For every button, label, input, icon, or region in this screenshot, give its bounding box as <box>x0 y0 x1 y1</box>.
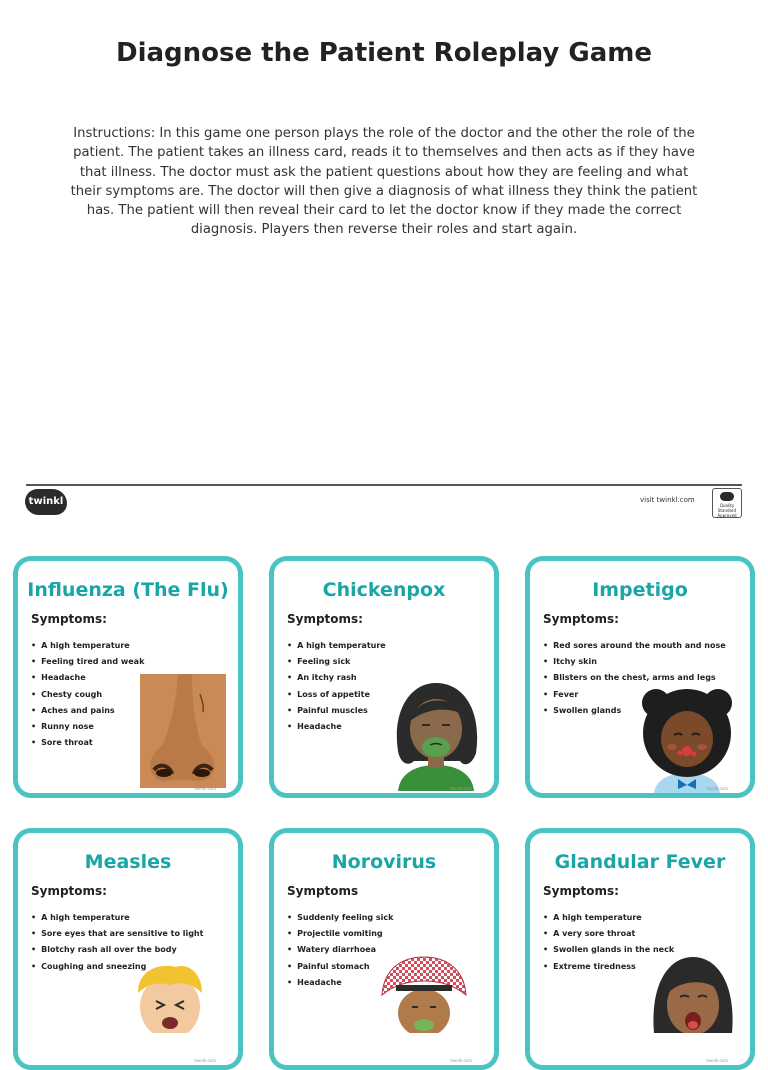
symptom-item: • Projectile vomiting <box>287 926 394 942</box>
illness-card-norovirus <box>269 828 499 1070</box>
symptom-item: • Swollen glands <box>543 703 726 719</box>
card-title: Influenza (The Flu) <box>27 579 229 601</box>
symptom-item: • Feeling sick <box>287 654 386 670</box>
card-footer: twinkl.com <box>194 786 216 791</box>
illness-card-chickenpox <box>269 556 499 798</box>
symptom-item: • Sore eyes that are sensitive to light <box>31 926 203 942</box>
instructions-text: Instructions: In this game one person plays the role of the doctor and the other the role of the patient. The patient takes an illness card, reads it to themselves and then acts as if they have that illness. The doctor must ask the patient questions about how they are feeling and what their symptoms are. The doctor will then give a diagnosis of what illness they think the patient has. The patient will then reveal their card to let the doctor know if they made the correct diagnosis. Players then reverse their roles and start again. <box>70 126 698 238</box>
symptom-item: • Blotchy rash all over the body <box>31 942 203 958</box>
symptom-item: • Swollen glands in the neck <box>543 942 674 958</box>
symptom-item: • Coughing and sneezing <box>31 959 203 975</box>
symptom-item: • Headache <box>287 975 394 991</box>
card-subtitle: Symptoms <box>287 884 359 898</box>
symptom-item: • An itchy rash <box>287 670 386 686</box>
illness-card-glandular-fever <box>525 828 755 1070</box>
card-subtitle: Symptoms: <box>543 612 619 626</box>
illness-card-impetigo <box>525 556 755 798</box>
symptom-item: • A high temperature <box>31 910 203 926</box>
card-footer: twinkl.com <box>706 786 728 791</box>
symptom-item: • Red sores around the mouth and nose <box>543 638 726 654</box>
girl-sore-throat-illustration-icon <box>648 955 738 1033</box>
symptom-item: • Fever <box>543 687 726 703</box>
symptom-item: • A very sore throat <box>543 926 674 942</box>
symptom-item: • Runny nose <box>31 719 144 735</box>
symptom-item: • Watery diarrhoea <box>287 942 394 958</box>
card-subtitle: Symptoms: <box>31 884 107 898</box>
symptom-item: • Feeling tired and weak <box>31 654 144 670</box>
page-title: Diagnose the Patient Roleplay Game <box>116 38 652 68</box>
symptom-item: • Headache <box>31 670 144 686</box>
quality-badge-icon <box>712 488 742 518</box>
symptom-item: • Extreme tiredness <box>543 959 674 975</box>
symptom-list <box>287 638 386 735</box>
divider-line <box>26 484 742 486</box>
symptom-item: • Loss of appetite <box>287 687 386 703</box>
card-title: Impetigo <box>592 579 688 601</box>
boy-headscarf-illustration-icon <box>378 955 470 1033</box>
card-title: Chickenpox <box>322 579 446 601</box>
nose-illustration-icon <box>140 674 226 788</box>
boy-sneezing-illustration-icon <box>130 963 210 1033</box>
symptom-item: • Suddenly feeling sick <box>287 910 394 926</box>
girl-sores-illustration-icon <box>634 689 740 793</box>
card-footer: twinkl.com <box>706 1058 728 1063</box>
card-title: Glandular Fever <box>554 851 726 873</box>
card-footer: twinkl.com <box>450 786 472 791</box>
symptom-item: • Painful muscles <box>287 703 386 719</box>
symptom-item: • Blisters on the chest, arms and legs <box>543 670 726 686</box>
card-footer: twinkl.com <box>450 1058 472 1063</box>
symptom-item: • Aches and pains <box>31 703 144 719</box>
symptom-item: • A high temperature <box>543 910 674 926</box>
symptom-item: • Painful stomach <box>287 959 394 975</box>
card-title: Measles <box>84 851 172 873</box>
illness-card-measles <box>13 828 243 1070</box>
illness-card-influenza <box>13 556 243 798</box>
card-subtitle: Symptoms: <box>543 884 619 898</box>
symptom-item: • Sore throat <box>31 735 144 751</box>
symptom-item: • Chesty cough <box>31 687 144 703</box>
symptom-item: • Itchy skin <box>543 654 726 670</box>
card-title: Norovirus <box>331 851 437 873</box>
badge-label: Quality Standard Approved <box>717 503 737 518</box>
card-subtitle: Symptoms: <box>287 612 363 626</box>
twinkl-logo: twinkl <box>25 489 67 515</box>
symptom-item: • A high temperature <box>287 638 386 654</box>
card-footer: twinkl.com <box>194 1058 216 1063</box>
card-subtitle: Symptoms: <box>31 612 107 626</box>
visit-link[interactable]: visit twinkl.com <box>640 496 695 504</box>
symptom-item: • Headache <box>287 719 386 735</box>
symptom-list <box>31 638 144 751</box>
symptom-item: • A high temperature <box>31 638 144 654</box>
sick-girl-illustration-icon <box>386 681 486 791</box>
